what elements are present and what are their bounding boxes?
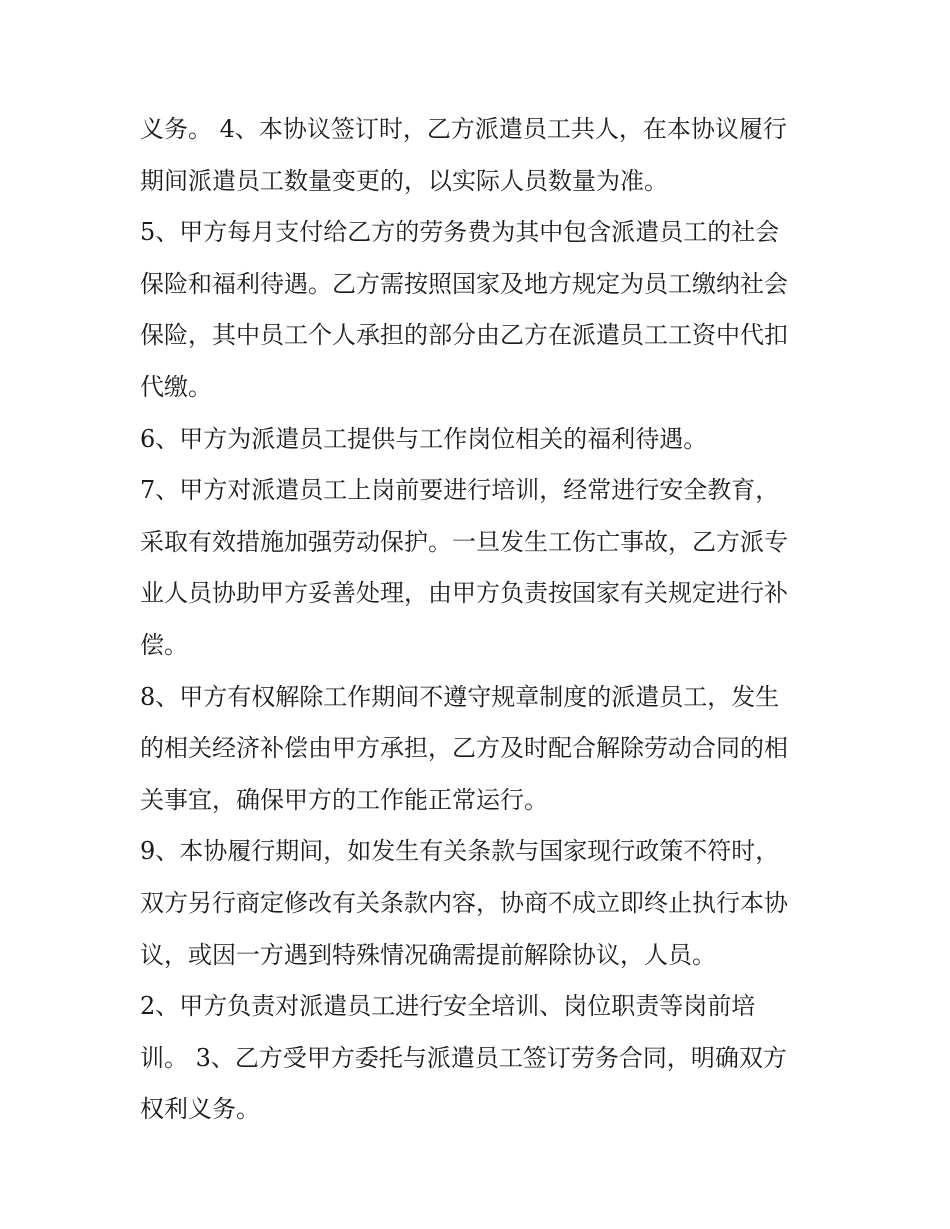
text-line: 训。 3、乙方受甲方委托与派遣员工签订劳务合同，明确双方 (140, 1043, 787, 1072)
text-line: 义务。 4、本协议签订时，乙方派遣员工共人，在本协议履行 (140, 115, 787, 143)
text-line: 代缴。 (140, 372, 212, 401)
text-line: 期间派遣员工数量变更的，以实际人员数量为准。 (140, 166, 668, 195)
text-line: 保险和福利待遇。乙方需按照国家及地方规定为员工缴纳社会 (140, 269, 788, 298)
text-line: 权利义务。 (140, 1095, 260, 1124)
text-line: 9、本协履行期间，如发生有关条款与国家现行政策不符时， (140, 837, 780, 866)
text-line: 偿。 (140, 630, 188, 659)
text-line: 8、甲方有权解除工作期间不遵守规章制度的派遣员工，发生 (140, 682, 780, 711)
text-line: 保险，其中员工个人承担的部分由乙方在派遣员工工资中代扣 (140, 321, 788, 350)
text-line: 6、甲方为派遣员工提供与工作岗位相关的福利待遇。 (140, 424, 708, 453)
text-line: 的相关经济补偿由甲方承担，乙方及时配合解除劳动合同的相 (140, 734, 788, 763)
text-line: 关事宜，确保甲方的工作能正常运行。 (140, 785, 548, 814)
text-line: 双方另行商定修改有关条款内容，协商不成立即终止执行本协 (140, 888, 788, 917)
document-body (140, 104, 820, 1136)
text-line: 采取有效措施加强劳动保护。一旦发生工伤亡事故，乙方派专 (140, 527, 788, 556)
text-line: 2、甲方负责对派遣员工进行安全培训、岗位职责等岗前培 (140, 992, 756, 1021)
text-line: 7、甲方对派遣员工上岗前要进行培训，经常进行安全教育， (140, 476, 780, 505)
text-line: 业人员协助甲方妥善处理，由甲方负责按国家有关规定进行补 (140, 579, 788, 608)
text-line: 议，或因一方遇到特殊情况确需提前解除协议，人员。 (140, 940, 716, 969)
text-line: 5、甲方每月支付给乙方的劳务费为其中包含派遣员工的社会 (140, 218, 780, 247)
